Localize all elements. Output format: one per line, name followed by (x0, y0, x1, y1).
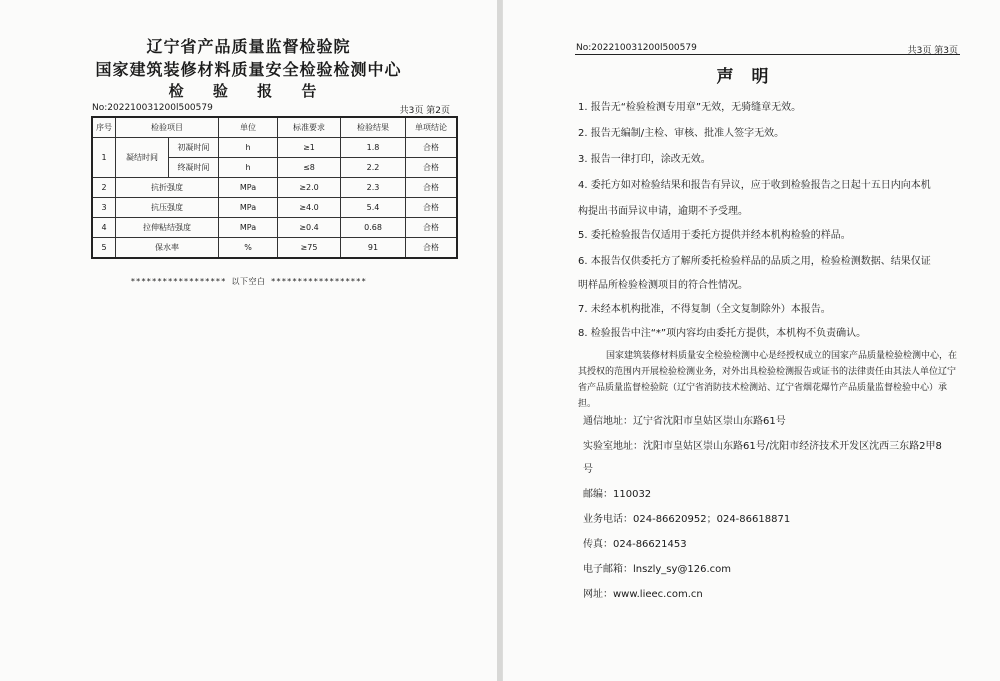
center-name: 国家建筑装修材料质量安全检验检测中心 (95, 60, 402, 79)
statement-item: 6. 本报告仅供委托方了解所委托检验样品的品质之用，检验检测数据、结果仅证 (578, 256, 931, 267)
mailing-address: 通信地址：辽宁省沈阳市皇姑区崇山东路61号 (583, 416, 786, 427)
header-item: 检验项目 (116, 117, 219, 138)
row-item: 凝结时间 (116, 138, 169, 178)
row-unit: h (219, 138, 278, 158)
business-phone: 业务电话：024-86620952；024-86618871 (583, 514, 791, 525)
row-unit: h (219, 158, 278, 178)
row-no: 5 (92, 238, 116, 259)
header-requirement: 标准要求 (278, 117, 341, 138)
row-item: 保水率 (116, 238, 219, 259)
row-result: 5.4 (341, 198, 406, 218)
page-indicator: 共3页 第2页 (399, 106, 450, 116)
row-requirement: ≥0.4 (278, 218, 341, 238)
statement-title: 声明 (716, 67, 787, 87)
header-result: 检验结果 (341, 117, 406, 138)
statement-item: 5. 委托检验报告仅适用于委托方提供并经本机构检验的样品。 (578, 230, 851, 241)
report-page-2 (0, 0, 497, 681)
statement-item: 1. 报告无“检验检测专用章”无效，无骑缝章无效。 (578, 102, 802, 113)
table-row (92, 178, 457, 198)
statement-page-3 (503, 0, 1000, 681)
statement-item: 明样品所检验检测项目的符合性情况。 (578, 280, 748, 291)
institute-name: 辽宁省产品质量监督检验院 (146, 37, 351, 56)
report-number: No:202210031200l500579 (92, 103, 213, 113)
row-no: 4 (92, 218, 116, 238)
table-row (92, 218, 457, 238)
row-conclusion: 合格 (406, 198, 458, 218)
table-header-row (92, 117, 457, 138)
row-item: 抗折强度 (116, 178, 219, 198)
postcode: 邮编：110032 (583, 489, 652, 500)
row-no: 3 (92, 198, 116, 218)
row-conclusion: 合格 (406, 238, 458, 259)
row-requirement: ≤8 (278, 158, 341, 178)
statement-item: 3. 报告一律打印，涂改无效。 (578, 154, 711, 165)
report-title: 检 验 报 告 (168, 82, 329, 100)
blank-below-note: ****************** 以下空白 ****************** (130, 277, 367, 286)
row-unit: MPa (219, 198, 278, 218)
row-item: 抗压强度 (116, 198, 219, 218)
header-conclusion: 单项结论 (406, 117, 458, 138)
row-conclusion: 合格 (406, 218, 458, 238)
row-requirement: ≥1 (278, 138, 341, 158)
lab-address: 实验室地址：沈阳市皇姑区崇山东路61号/沈阳市经济技术开发区沈西三东路2甲8 (583, 441, 942, 452)
header-divider (575, 54, 960, 55)
table-row (92, 238, 457, 259)
row-unit: MPa (219, 178, 278, 198)
row-conclusion: 合格 (406, 158, 458, 178)
lab-address-cont: 号 (583, 464, 593, 475)
row-result: 1.8 (341, 138, 406, 158)
header-no: 序号 (92, 117, 116, 138)
row-no: 2 (92, 178, 116, 198)
row-requirement: ≥75 (278, 238, 341, 259)
row-conclusion: 合格 (406, 178, 458, 198)
statement-item: 2. 报告无编制/主检、审核、批准人签字无效。 (578, 128, 785, 139)
row-result: 2.2 (341, 158, 406, 178)
row-requirement: ≥2.0 (278, 178, 341, 198)
website: 网址：www.lieec.com.cn (583, 589, 703, 600)
authority-paragraph: 国家建筑装修材料质量安全检验检测中心是经授权成立的国家产品质量检验检测中心，在其授权的范围内开展检验检测业务，对外出具检验检测报告或证书的法律责任由其法人单位辽宁省产品质量监督检验院（辽宁省消防技术检测站、辽宁省烟花爆竹产品质量监督检验中心）承担。 (578, 351, 958, 409)
statement-item: 7. 未经本机构批准，不得复制（全文复制除外）本报告。 (578, 304, 831, 315)
report-number: No:202210031200l500579 (576, 43, 697, 53)
statement-item: 4. 委托方如对检验结果和报告有异议，应于收到检验报告之日起十五日内向本机 (578, 180, 931, 191)
email: 电子邮箱：lnszly_sy@126.com (583, 564, 732, 575)
header-unit: 单位 (219, 117, 278, 138)
row-item: 拉伸粘结强度 (116, 218, 219, 238)
row-no: 1 (92, 138, 116, 178)
page-indicator: 共3页 第3页 (907, 46, 958, 56)
row-result: 0.68 (341, 218, 406, 238)
row-unit: MPa (219, 218, 278, 238)
table-row (92, 198, 457, 218)
row-result: 91 (341, 238, 406, 259)
row-subitem: 终凝时间 (169, 158, 219, 178)
row-result: 2.3 (341, 178, 406, 198)
statement-item: 构提出书面异议申请，逾期不予受理。 (578, 206, 748, 217)
statement-item: 8. 检验报告中注“*”项内容均由委托方提供，本机构不负责确认。 (578, 328, 867, 339)
test-results-table (91, 116, 458, 259)
row-conclusion: 合格 (406, 138, 458, 158)
fax: 传真：024-86621453 (583, 539, 687, 550)
row-requirement: ≥4.0 (278, 198, 341, 218)
row-subitem: 初凝时间 (169, 138, 219, 158)
table-row (92, 138, 457, 158)
row-unit: % (219, 238, 278, 259)
